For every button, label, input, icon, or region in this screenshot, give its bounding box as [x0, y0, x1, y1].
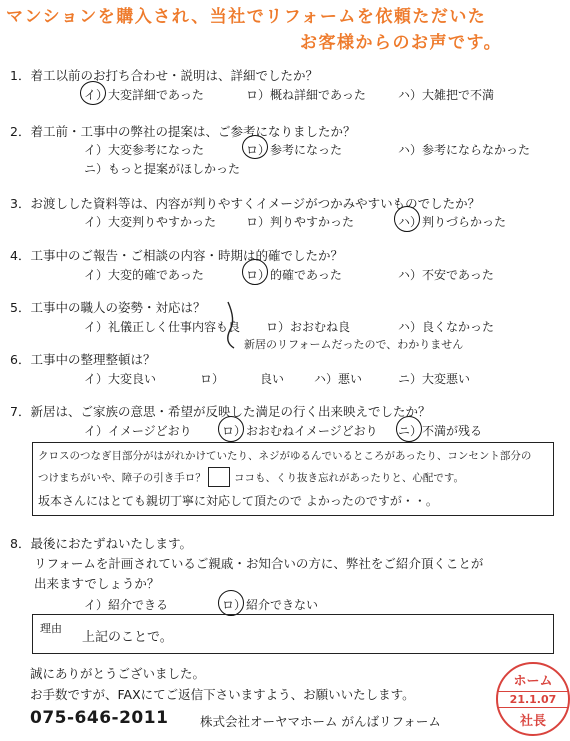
question-8: 8．最後におたずねいたします。 — [10, 536, 192, 551]
q7-answer-circle-1 — [218, 416, 244, 442]
question-4: 4．工事中のご報告・ご相談の内容・時期は的確でしたか？ — [10, 248, 343, 263]
q5-option-1: イ）礼儀正しく仕事内容も良 — [84, 320, 241, 334]
question-8-line-2: リフォームを計画されているご親戚・お知合いの方に、弊社をご紹介頂くことが — [34, 556, 484, 571]
comment-line-2a: つけまちがいや、障子の引き手ロ？ — [38, 472, 206, 484]
q2-answer-circle — [242, 135, 268, 159]
q4-option-2: ロ）的確であった — [246, 268, 342, 282]
q2-option-2: ロ）参考になった — [246, 143, 343, 157]
q3-answer-circle — [394, 206, 420, 232]
q8-answer-circle — [218, 590, 244, 616]
q8-option-1: イ）紹介できる — [84, 598, 169, 612]
stamp-top-text: ホーム — [513, 674, 553, 689]
q7-answer-circle-2 — [396, 416, 422, 442]
stamp-date: 21.1.07 — [498, 691, 568, 708]
q2-option-3: ハ）参考にならなかった — [398, 143, 531, 157]
question-2: 2．着工前・工事中の弊社の提案は、ご参考になりましたか？ — [10, 124, 356, 139]
q8-option-2: ロ）紹介できない — [222, 598, 319, 612]
q5-option-3: ハ）良くなかった — [398, 320, 495, 334]
footer-phone: 075-646-2011 — [30, 708, 169, 728]
q4-option-3: ハ）不安であった — [398, 268, 494, 282]
q6-option-2-prefix: ロ） — [200, 372, 225, 386]
q4-answer-circle — [242, 259, 268, 285]
q7-option-1: イ）イメージどおり — [84, 424, 192, 438]
reason-text: 上記のことで。 — [82, 630, 173, 645]
approval-stamp — [496, 662, 570, 736]
q3-option-1: イ）大変判りやすかった — [84, 215, 217, 229]
q6-option-1: イ）大変良い — [84, 372, 157, 386]
q1-option-1: イ）大変詳細であった — [84, 88, 204, 102]
q1-answer-circle — [80, 81, 106, 105]
q6-option-3: ハ）悪い — [314, 372, 363, 386]
q2-option-1: イ）大変参考になった — [84, 143, 205, 157]
question-5: 5．工事中の職人の姿勢・対応は？ — [10, 300, 206, 315]
question-8-line-3: 出来ますでしょうか？ — [34, 576, 160, 591]
q7-option-2: ロ）おおむねイメージどおり — [222, 424, 378, 438]
footer-thanks: 誠にありがとうございました。 — [30, 666, 206, 681]
q3-option-2: ロ）判りやすかった — [246, 215, 355, 229]
q5-option-2: ロ）おおむね良 — [266, 320, 351, 334]
q5-bracket-mark — [220, 300, 240, 350]
comment-sketch-box — [208, 467, 230, 487]
q1-option-3: ハ）大雑把で不満 — [398, 88, 495, 102]
stamp-bottom-text: 社長 — [519, 714, 546, 729]
q6-option-2-label: 良い — [260, 372, 285, 386]
comment-line-2b: ココも、くり抜き忘れがあったりと、心配です。 — [234, 472, 465, 484]
q5-handwritten-note: 新居のリフォームだったので、わかりません — [244, 338, 464, 351]
reason-label: 理由 — [40, 622, 62, 635]
q4-option-1: イ）大変的確であった — [84, 268, 204, 282]
footer-company: 株式会社オーヤマホーム がんばリフォーム — [200, 714, 441, 729]
question-6: 6．工事中の整理整頓は？ — [10, 352, 156, 367]
q6-option-4: ニ）大変悪い — [398, 372, 471, 386]
header-title-line2: お客様からのお声です。 — [300, 33, 503, 53]
header-title-line1: マンションを購入され、当社でリフォームを依頼ただいた — [6, 7, 487, 27]
comment-line-1: クロスのつなぎ目部分がはがれかけていたり、ネジがゆるんでいるところがあったり、コンセント部分の — [38, 450, 532, 462]
footer-request: お手数ですが、FAXにてご返信下さいますよう、お願いいたします。 — [30, 687, 415, 702]
question-1: 1．着工以前のお打ち合わせ・説明は、詳細でしたか？ — [10, 68, 318, 83]
q7-option-3: ニ）不満が残る — [398, 424, 483, 438]
q3-option-3: ハ）判りづらかった — [398, 215, 507, 229]
question-3: 3．お渡しした資料等は、内容が判りやすくイメージがつかみやすいものでしたか？ — [10, 196, 481, 211]
q1-option-2: ロ）概ね詳細であった — [246, 88, 366, 102]
q2-option-4: ニ）もっと提案がほしかった — [84, 162, 241, 176]
comment-line-3: 坂本さんにはとても親切丁寧に対応して頂たので よかったのですが・・。 — [38, 494, 438, 508]
question-7: 7．新居は、ご家族の意思・希望が反映した満足の行く出来映えでしたか？ — [10, 404, 431, 419]
